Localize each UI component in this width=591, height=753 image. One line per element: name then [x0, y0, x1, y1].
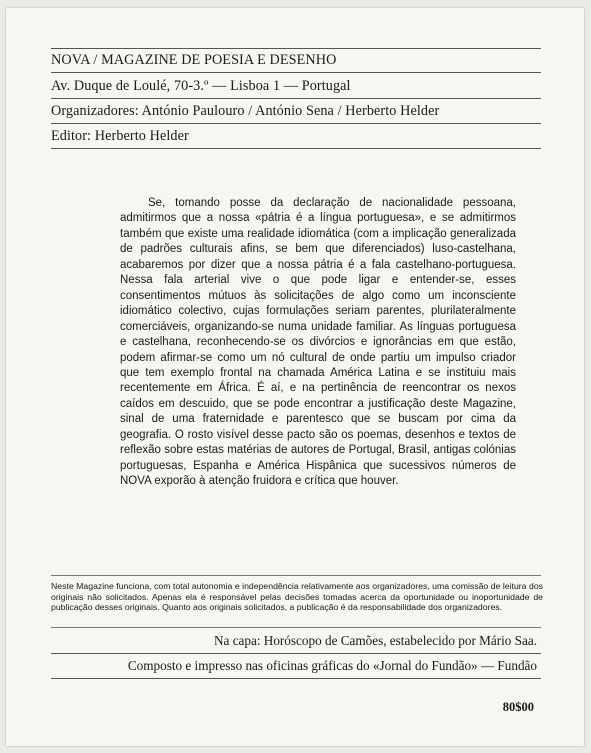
address-line: Av. Duque de Loulé, 70-3.º — Lisboa 1 — Portugal — [51, 78, 351, 94]
credit-rule — [51, 653, 541, 654]
printer-rule — [51, 678, 541, 679]
header-rule-top — [51, 48, 541, 49]
magazine-title: NOVA / MAGAZINE DE POESIA E DESENHO — [51, 52, 337, 68]
printed-page — [6, 8, 584, 746]
header-rule-3 — [51, 123, 541, 124]
editorial-paragraph: Se, tomando posse da declaração de nacionalidade pessoana, admitirmos que a nossa «pátria é a língua portuguesa», e se admitirmos também que existe uma realidade idiomática (com a implicação generalizada de padrões culturais afins, se bem que diferenciados) luso-castelhana, acabaremos por dizer que a nossa pátria é a fala castelhano-portuguesa. Nessa fala arterial vive o que pode ligar e entender-se, esses consentimentos mútuos às solicitações de algo como um inconsciente idiomático colectivo, cujas formulações seriam parentes, plurilateralmente comerciáveis, organizando-se numa unidade familiar. As línguas portuguesa e castelhana, reconhecendo-se os divórcios e ignorâncias em que estão, podem afirmar-se como um nó cultural de onde partiu um impulso criador que tem exemplo frontal na chamada América Latina e se instituiu mais recentemente em África. É aí, e na pertinência de reencontrar os nexos caídos em descuido, que se pode encontrar a justificação deste Magazine, sinal de uma fraternidade e parentesco que se buscam por cima da geografia. O rosto visível desse pacto são os poemas, desenhos e textos de reflexão sobre estas matérias de autores de Portugal, Brasil, antigas colónias portuguesas, Espanha e América Hispânica que sucessivos números de NOVA exporão à atenção fruidora e crítica que houver. — [120, 197, 516, 488]
reading-committee-note: Neste Magazine funciona, com total autonomia e independência relativamente aos organizadores, uma comissão de leitura dos originais não solicitados. Apenas ela é responsável pelas decisões tomadas acerca da oportunidade ou inoportunidade de publicação desses originais. Quanto aos originais solicitados, a publicação é da responsabilidade dos organizadores. — [51, 581, 543, 613]
header-rule-2 — [51, 98, 541, 99]
note-rule-top — [51, 575, 541, 576]
cover-credit: Na capa: Horóscopo de Camões, estabelecido por Mário Saa. — [214, 633, 537, 648]
header-rule-4 — [51, 148, 541, 149]
note-rule-bottom — [51, 627, 541, 628]
organizers-line: Organizadores: António Paulouro / António Sena / Herberto Helder — [51, 103, 440, 119]
editor-line: Editor: Herberto Helder — [51, 128, 189, 144]
header-rule-1 — [51, 72, 541, 73]
printer-credit: Composto e impresso nas oficinas gráficas do «Jornal do Fundão» — Fundão — [127, 658, 537, 673]
price-label: 80$00 — [502, 700, 534, 714]
